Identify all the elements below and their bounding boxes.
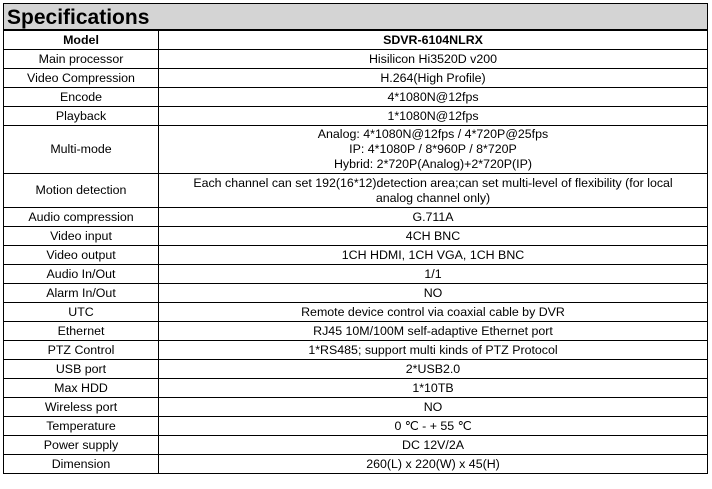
row-value-line: Analog: 4*1080N@12fps / 4*720P@25fps bbox=[317, 127, 549, 141]
row-value-line: Each channel can set 192(16*12)detection area;can set multi-level of flexibility (for local bbox=[193, 175, 673, 190]
row-label: Max HDD bbox=[4, 379, 159, 398]
row-value bbox=[159, 126, 708, 174]
row-value: 260(L) x 220(W) x 45(H) bbox=[159, 455, 708, 474]
table-row bbox=[4, 322, 708, 341]
table-row bbox=[4, 246, 708, 265]
row-value-line: IP: 4*1080P / 8*960P / 8*720P bbox=[349, 142, 517, 156]
row-label: Wireless port bbox=[4, 398, 159, 417]
row-label: Video Compression bbox=[4, 69, 159, 88]
row-value-line: Hybrid: 2*720P(Analog)+2*720P(IP) bbox=[333, 157, 533, 171]
table-row bbox=[4, 50, 708, 69]
table-row bbox=[4, 107, 708, 126]
row-label: UTC bbox=[4, 303, 159, 322]
row-value: 1*1080N@12fps bbox=[159, 107, 708, 126]
row-value: 1/1 bbox=[159, 265, 708, 284]
row-label: Multi-mode bbox=[4, 126, 159, 174]
row-label: Temperature bbox=[4, 417, 159, 436]
row-value bbox=[159, 174, 708, 208]
table-row bbox=[4, 455, 708, 474]
row-label: Ethernet bbox=[4, 322, 159, 341]
row-label: Power supply bbox=[4, 436, 159, 455]
row-value: H.264(High Profile) bbox=[159, 69, 708, 88]
row-value: DC 12V/2A bbox=[159, 436, 708, 455]
row-value: 0 ℃ - + 55 ℃ bbox=[159, 417, 708, 436]
row-label: Video output bbox=[4, 246, 159, 265]
row-value: NO bbox=[159, 398, 708, 417]
table-row bbox=[4, 303, 708, 322]
row-value: 2*USB2.0 bbox=[159, 360, 708, 379]
table-row bbox=[4, 360, 708, 379]
row-label: USB port bbox=[4, 360, 159, 379]
table-row bbox=[4, 174, 708, 208]
row-value: G.711A bbox=[159, 208, 708, 227]
spec-sheet bbox=[3, 3, 708, 474]
row-label: PTZ Control bbox=[4, 341, 159, 360]
table-row bbox=[4, 69, 708, 88]
row-value: RJ45 10M/100M self-adaptive Ethernet port bbox=[159, 322, 708, 341]
table-header-row bbox=[4, 31, 708, 50]
row-label: Playback bbox=[4, 107, 159, 126]
row-label: Alarm In/Out bbox=[4, 284, 159, 303]
row-label: Motion detection bbox=[4, 174, 159, 208]
table-row bbox=[4, 436, 708, 455]
row-value: 4CH BNC bbox=[159, 227, 708, 246]
row-value: 1*RS485; support multi kinds of PTZ Protocol bbox=[159, 341, 708, 360]
table-row bbox=[4, 379, 708, 398]
table-row bbox=[4, 88, 708, 107]
table-row bbox=[4, 341, 708, 360]
row-label: Dimension bbox=[4, 455, 159, 474]
row-label: Audio compression bbox=[4, 208, 159, 227]
table-row bbox=[4, 227, 708, 246]
row-label: Main processor bbox=[4, 50, 159, 69]
row-value: Remote device control via coaxial cable by DVR bbox=[159, 303, 708, 322]
table-row bbox=[4, 265, 708, 284]
table-row bbox=[4, 398, 708, 417]
row-value: 1CH HDMI, 1CH VGA, 1CH BNC bbox=[159, 246, 708, 265]
spec-table bbox=[3, 30, 708, 474]
header-model-value: SDVR-6104NLRX bbox=[159, 31, 708, 50]
table-row bbox=[4, 126, 708, 174]
row-label: Encode bbox=[4, 88, 159, 107]
table-row bbox=[4, 417, 708, 436]
row-value: NO bbox=[159, 284, 708, 303]
table-row bbox=[4, 284, 708, 303]
row-value-line: analog channel only) bbox=[375, 190, 491, 205]
row-value: Hisilicon Hi3520D v200 bbox=[159, 50, 708, 69]
row-label: Audio In/Out bbox=[4, 265, 159, 284]
header-label: Model bbox=[4, 31, 159, 50]
table-row bbox=[4, 208, 708, 227]
row-label: Video input bbox=[4, 227, 159, 246]
row-value: 1*10TB bbox=[159, 379, 708, 398]
row-value: 4*1080N@12fps bbox=[159, 88, 708, 107]
page-title: Specifications bbox=[3, 3, 708, 30]
